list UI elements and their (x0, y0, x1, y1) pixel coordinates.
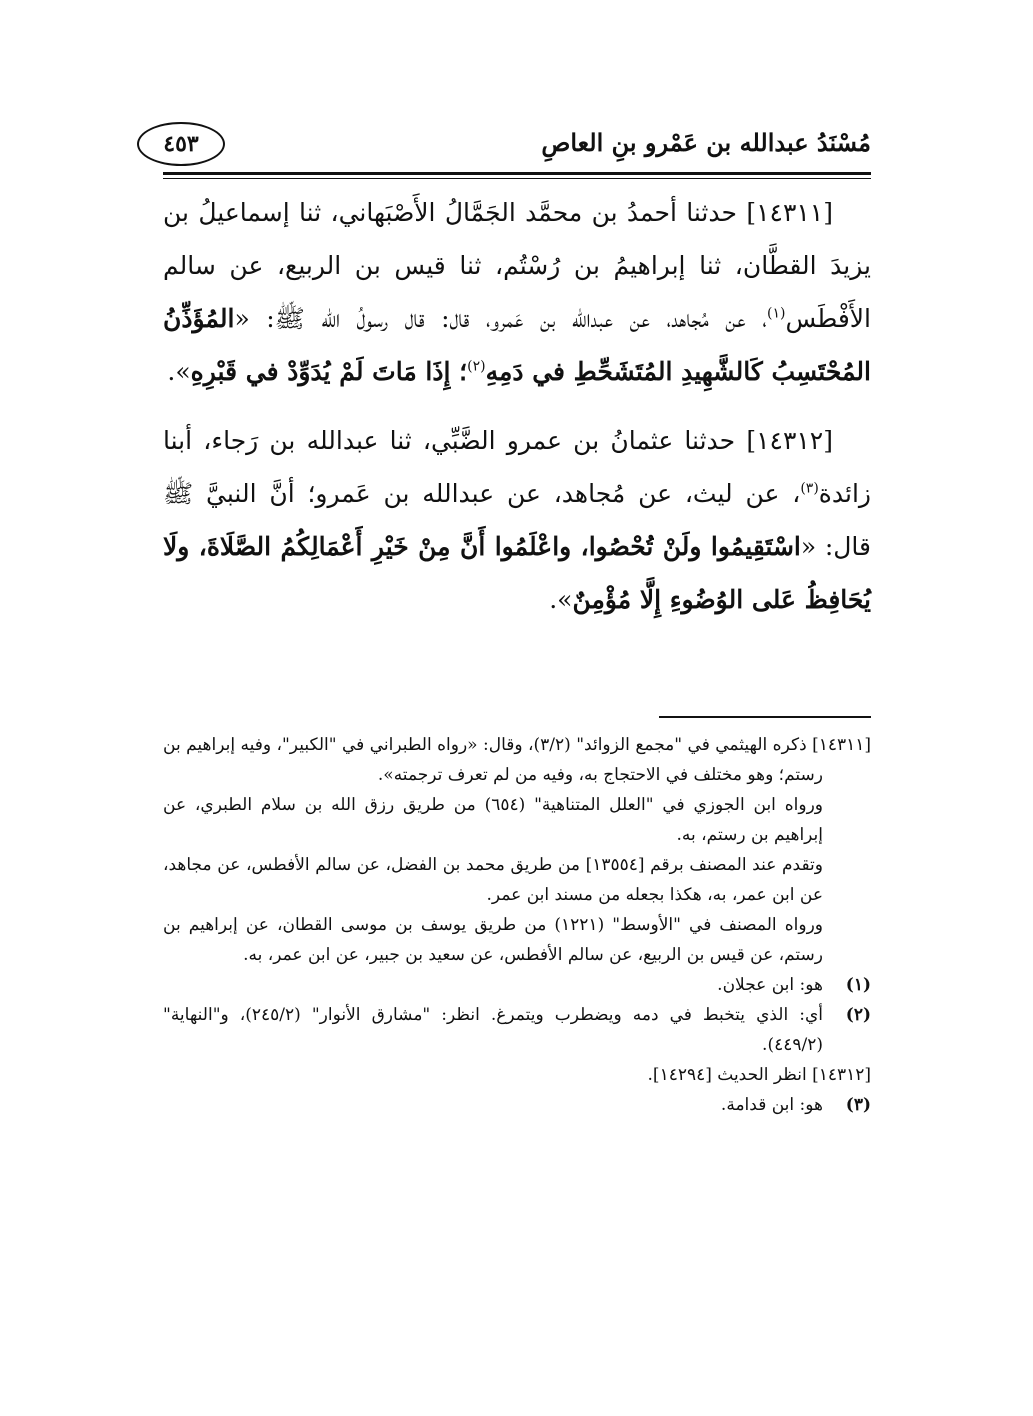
footnote-3-number: (٣) (845, 1095, 871, 1115)
closing-quote: ». (167, 357, 191, 386)
takhrij-note-cross-ref: وتقدم عند المصنف برقم [١٣٥٥٤] من طريق محمد بن الفضل، عن سالم الأفطس، عن مجاهد، عن ابن عمر، به، هكذا بجعله من مسند ابن عمر. (163, 855, 823, 905)
hadith-paragraph-14312 (163, 414, 871, 626)
footnote-separator (659, 716, 871, 718)
isnad-text: حدثنا أحمدُ بن محمَّد الجَمَّالُ الأَصْبَهاني، ثنا إسماعيلُ بن يزيدَ القطَّان، ثنا إبراهيمُ بن رُسْتُم، ثنا قيس بن الربيع، عن سالم الأَفْطَس (163, 198, 871, 333)
header-rule-thin (163, 178, 871, 179)
footnote-3-text: هو: ابن قدامة. (720, 1095, 823, 1115)
footnote-ref-1[interactable]: (١) (766, 305, 786, 322)
takhrij-note-awsat: ورواه المصنف في "الأوسط" (١٢٢١) من طريق يوسف بن موسى القطان، عن إبراهيم بن رستم، عن قيس بن الربيع، عن سالم الأفطس، عن سعيد بن جبير، عن ابن عمر، به. (163, 915, 823, 965)
isnad-text-cont: ، عن ليث، عن مُجاهد، عن عبدالله بن عَمرو؛ أنَّ النبيَّ ﷺ قال: « (163, 479, 871, 561)
footnote-1 (163, 970, 871, 1000)
footnote-2-text: أي: الذي يتخبط في دمه ويضطرب ويتمرغ. انظر: "مشارق الأنوار" (٢٤٥/٢)، و"النهاية" (٤٤٩/٢). (163, 1005, 823, 1055)
matn-text: المُؤَذِّنُ المُحْتَسِبُ كَالشَّهِيدِ المُتَشَحِّطِ في دَمِهِ (163, 304, 871, 386)
page-number-badge: ٤٥٣ (137, 122, 225, 166)
header-rule-thick (163, 172, 871, 175)
isnad-text: حدثنا عثمانُ بن عمرو الضَّبِّي، ثنا عبدالله بن رَجاء، أبنا زائدة (163, 426, 871, 508)
hadith-paragraph-14311 (163, 186, 871, 398)
footnote-2 (163, 1000, 871, 1060)
takhrij-note-14312: [١٤٣١٢] انظر الحديث [١٤٢٩٤]. (647, 1065, 871, 1085)
closing-quote: ». (549, 585, 573, 614)
main-text (163, 186, 871, 626)
matn-text: اسْتَقِيمُوا ولَنْ تُحْصُوا، واعْلَمُوا أَنَّ مِنْ خَيْرِ أَعْمَالِكُمُ الصَّلَاةَ، ولَا يُحَافِظُ عَلى الوُضُوءِ إِلَّا مُؤْمِنٌ (163, 532, 871, 614)
footnote-ref-2[interactable]: (٢) (467, 358, 486, 375)
footnotes (163, 730, 871, 1120)
footnote-2-number: (٢) (845, 1005, 871, 1025)
footnote-1-number: (١) (845, 975, 871, 995)
matn-text-cont: ؛ إِذَا مَاتَ لَمْ يُدَوِّدْ في قَبْرِهِ (190, 357, 468, 386)
footnote-ref-3[interactable]: (٣) (800, 480, 819, 497)
hadith-number: [١٤٣١١] (746, 198, 833, 227)
isnad-text-cont: ، عن مُجاهد، عن عبدالله بن عَمرو، قال: قال رسولُ الله ﷺ: « (234, 304, 767, 333)
hadith-number: [١٤٣١٢] (746, 426, 833, 455)
takhrij-note-ibn-aljawzi: ورواه ابن الجوزي في "العلل المتناهية" (٦٥٤) من طريق رزق الله بن سلام الطبري، عن إبراهيم بن رستم، به. (163, 795, 823, 845)
running-header-title: مُسْنَدُ عبدالله بن عَمْرو بنِ العاصِ (541, 128, 871, 157)
footnote-3 (163, 1090, 871, 1120)
footnote-1-text: هو: ابن عجلان. (717, 975, 823, 995)
takhrij-note-14311: [١٤٣١١] ذكره الهيثمي في "مجمع الزوائد" (٣/٢)، وقال: «رواه الطبراني في "الكبير"، وفيه إبراهيم بن رستم؛ وهو مختلف في الاحتجاج به، وفيه من لم تعرف ترجمته». (163, 735, 871, 785)
